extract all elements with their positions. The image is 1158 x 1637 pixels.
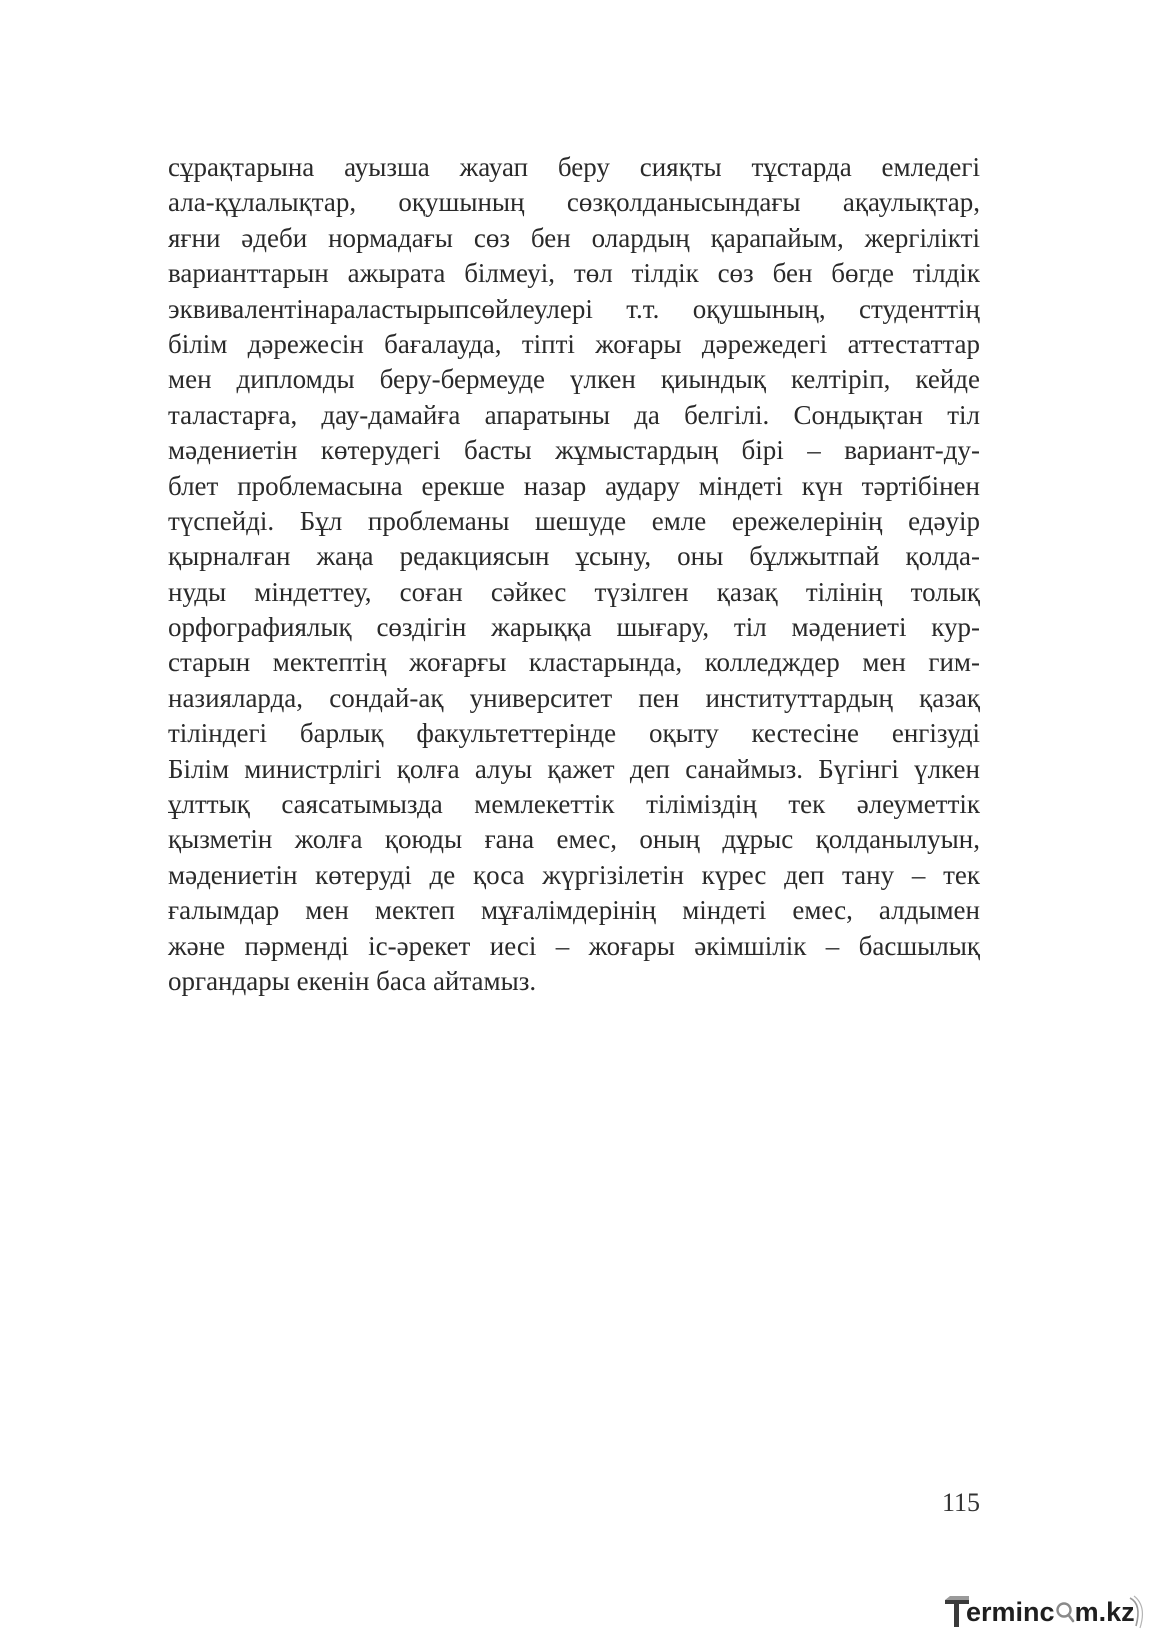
text-line: варианттарын ажырата білмеуі, төл тілдік сөз бен бөгде тілдік [168,258,980,289]
text-line: яғни әдеби нормадағы сөз бен олардың қарапайым, жергілікті [168,222,980,253]
text-line: орфографиялық сөздігін жарыққа шығару, тіл мәдениеті кур- [168,612,980,643]
text-line: мен дипломды беру-бермеуде үлкен қиындық келтіріп, кейде [168,364,980,395]
text-line: Білім министрлігі қолға алуы қажет деп санаймыз. Бүгінгі үлкен [168,753,980,784]
logo-text-part: m.kz [1074,1597,1135,1627]
swoosh-icon [944,1594,1148,1630]
text-line: мәдениетін көтеруді де қоса жүргізілетін күрес деп тану – тек [168,859,980,890]
body-text [168,150,980,999]
text-line: және пәрменді іс-әрекет иесі – жоғары әкімшілік – басшылық [168,930,980,961]
text-line: таластарға, дау-дамайға апаратыны да белгілі. Сондықтан тіл [168,399,980,430]
page-number: 115 [941,1488,980,1517]
logo-letter-c: c [1039,1597,1055,1627]
text-line: ғалымдар мен мектеп мұғалімдерінің міндеті емес, алдымен [168,895,980,926]
text-line: назияларда, сондай-ақ университет пен институттардың қазақ [168,682,980,713]
text-line: нуды міндеттеу, соған сәйкес түзілген қазақ тілінің толық [168,576,980,607]
text-line: түспейді. Бұл проблеманы шешуде емле ережелерінің едәуір [168,505,980,536]
text-line: ала-құлалықтар, оқушының сөзқолданысындағы ақаулықтар, [168,187,980,218]
text-line: қызметін жолға қоюды ғана емес, оның дұрыс қолданылуын, [168,824,980,855]
text-line: қырналған жаңа редакциясын ұсыну, оны бұлжытпай қолда- [168,541,980,572]
text-line: тіліндегі барлық факультеттерінде оқыту кестесіне енгізуді [168,718,980,749]
text-line: блет проблемасына ерекше назар аудару міндеті күн тәртібінен [168,470,980,501]
logo-text-part: ermin [966,1597,1040,1627]
text-line: білім дәрежесін бағалауда, тіпті жоғары дәрежедегі аттестаттар [168,328,980,359]
text-line: органдары екенін баса айтамыз. [168,965,537,996]
text-line: сұрақтарына ауызша жауап беру сияқты тұстарда емледегі [168,152,980,182]
text-line: старын мектептің жоғарғы кластарында, колледждер мен гим- [168,647,980,678]
text-line: эквивалентінараластырыпсөйлеулері т.т. оқушының, студенттің [168,293,980,324]
text-line: ұлттық саясатымызда мемлекеттік тіліміздің тек әлеуметтік [168,789,980,820]
termincom-watermark-logo [944,1594,1148,1630]
text-line: мәдениетін көтерудегі басты жұмыстардың бірі – вариант-ду- [168,435,980,466]
